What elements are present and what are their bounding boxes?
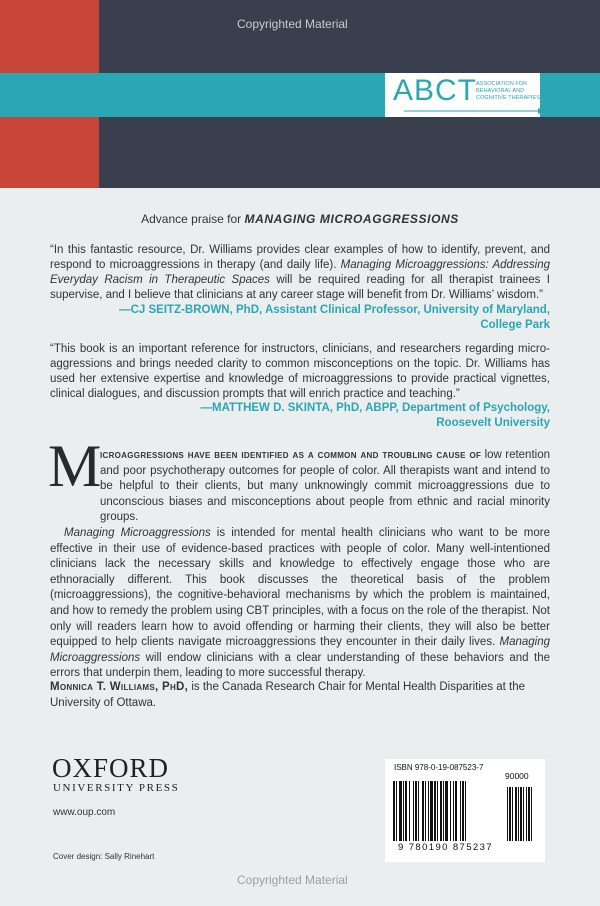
advance-praise-heading (0, 212, 600, 226)
price-code: 90000 (505, 771, 529, 781)
quote1-attribution: —CJ SEITZ-BROWN, PhD, Assistant Clinical Professor, University of Maryland, (119, 304, 550, 316)
description-p2-text-a: is intended for mental health clinicians who want to be more effective in their use of evidence-based practices with people of color. Many well-intentioned clinicians lack the necessary skills and knowledge to effectively engage those who are ethnoracially different. This book discusses the theoretical basis of the problem (microaggressions), the cognitive-behavioral mechanisms by which the problem is maintained, and how to remedy the problem using CBT principles, with a focus on the role of the therapist. Not only will readers learn how to avoid offending or harming their clients, they will also be better equipped to help clients navigate microaggressions they encounter in their daily lives. (50, 526, 550, 649)
abct-logo-subtitle (476, 81, 540, 102)
red-band-middle (0, 117, 99, 188)
abct-logo-line1: ASSOCIATION FOR (476, 81, 528, 87)
description-lead: icroaggressions have been identified as a common and troubling cause of (100, 449, 482, 461)
watermark-bottom: Copyrighted Material (237, 873, 348, 887)
abct-logo-line2: BEHAVIORAL AND (476, 88, 525, 94)
publisher-logo: OXFORD (52, 753, 170, 783)
author-bio-text: is the Canada Research Chair for Mental Health Disparities at the University of Ottawa. (50, 681, 526, 709)
description-paragraph-1 (50, 448, 550, 526)
navy-band-top (99, 0, 600, 73)
quote1-text-b: will be required reading for all therapist trainees I supervise, and I believe that clinicians at any career stage will benefit from Dr. Williams’ wisdom.” (50, 274, 550, 301)
author-bio (50, 680, 550, 711)
barcode-icon (393, 781, 539, 843)
publisher-subtitle: UNIVERSITY PRESS (53, 782, 180, 794)
drop-cap: M (48, 433, 102, 499)
abct-arrow-icon (404, 108, 544, 114)
ean-digits: 9 780190 875237 (398, 842, 493, 853)
abct-logo-letters: ABCT (393, 74, 478, 107)
quote1-text-a: “In this fantastic resource, Dr. Williams provides clear examples of how to identify, prevent, and respond to microaggressions in therapy (and daily life). (50, 244, 550, 271)
quote2-attribution: —MATTHEW D. SKINTA, PhD, ABPP, Department of Psychology, (200, 402, 550, 414)
quote1-attribution-line2: College Park (480, 319, 550, 331)
advance-prefix: Advance praise for (141, 212, 242, 226)
book-description (50, 448, 550, 682)
praise-quote-1 (50, 243, 550, 303)
watermark-top: Copyrighted Material (237, 17, 348, 31)
advance-title: MANAGING MICROAGGRESSIONS (244, 212, 459, 226)
description-p1-text: low retention and poor psychotherapy outcomes for people of color. All therapists want and intend to be helpful to their clients, but many unknowingly commit microaggressions due to unconscious biases and misconceptions about people from ethnic and racial minority groups. (100, 449, 550, 524)
praise-quote-2: “This book is an important reference for instructors, clinicians, and researchers regarding micro-aggressions and brings needed clarity to common misconceptions on the topic. Dr. Williams has used her extensive expertise and knowledge of microaggressions to provide practical vignettes, clinical dialogues, and discussion prompts that will enrich practice and teaching.” (50, 343, 550, 400)
isbn-label: ISBN 978-0-19-087523-7 (394, 763, 484, 772)
quote2-attribution-line2: Roosevelt University (436, 417, 550, 429)
cover-design-credit: Cover design: Sally Rinehart (53, 852, 155, 861)
navy-band-middle (99, 117, 600, 188)
abct-logo-line3: COGNITIVE THERAPIES (476, 95, 540, 101)
red-band-top (0, 0, 99, 73)
publisher-website: www.oup.com (53, 807, 116, 818)
quote1-book-title: Managing Microaggressions: Addressing Everyday Racism in Therapeutic Spaces (50, 259, 551, 286)
author-name: Monnica T. Williams, PhD, (50, 681, 189, 693)
description-paragraph-2 (50, 526, 550, 682)
description-book-title-2: Managing Microaggressions (50, 636, 550, 664)
description-p2-text-b: will endow clinicians with a clear understanding of these behaviors and the errors that underpin them, leading to more successful therapy. (50, 651, 550, 680)
description-book-title: Managing Microaggressions (64, 526, 211, 539)
